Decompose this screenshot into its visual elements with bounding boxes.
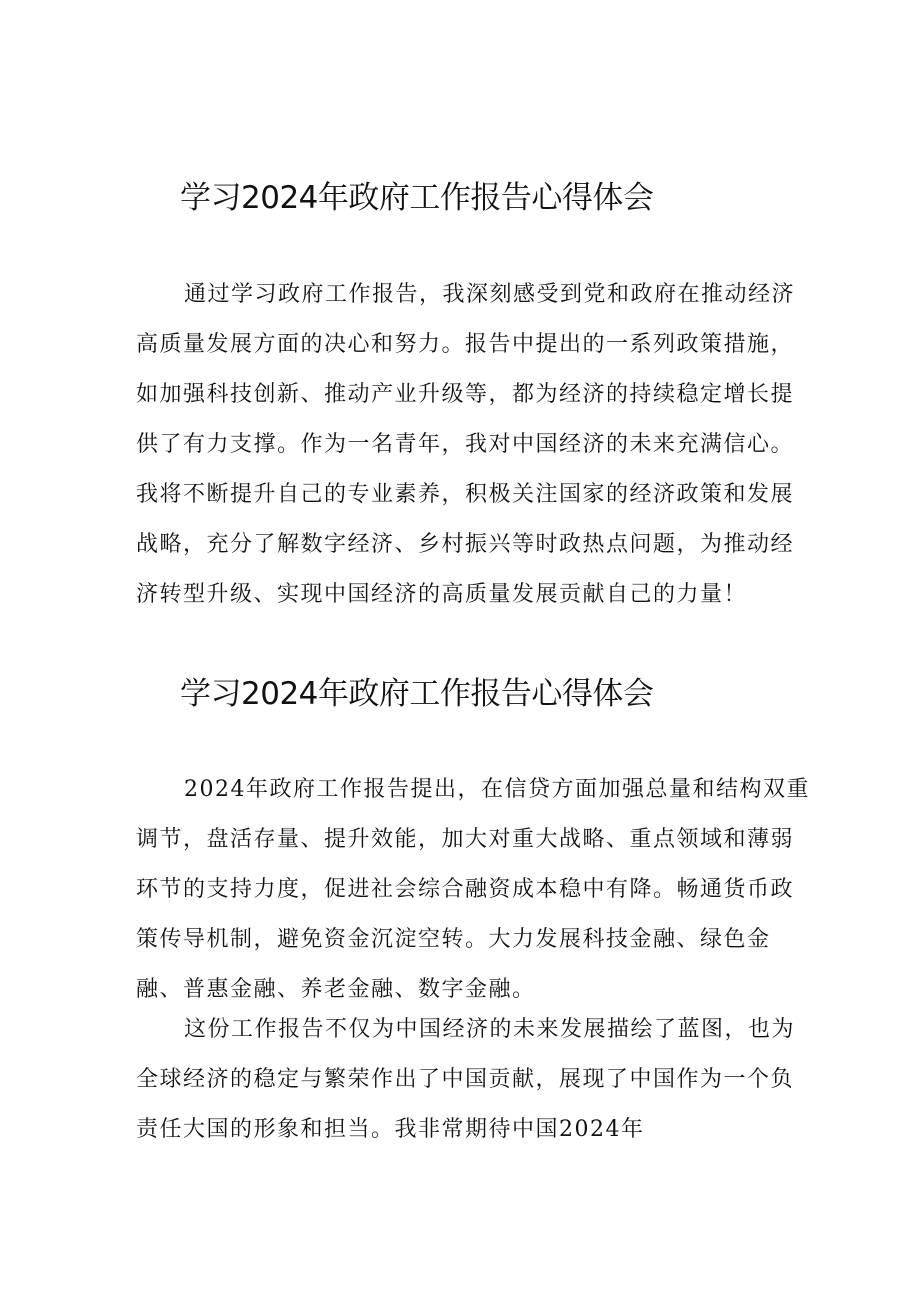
section-title: 学习2024年政府工作报告心得体会 — [180, 180, 654, 216]
section-title: 学习2024年政府工作报告心得体会 — [180, 676, 654, 712]
body-paragraph: 2024年政府工作报告提出，在信贷方面加强总量和结构双重调节，盘活存量、提升效能，加大对重大战略、重点领域和薄弱环节的支持力度，促进社会综合融资成本稳中有降。畅通货币政策传导机制，避免资金沉淀空转。大力发展科技金融、绿色金融、普惠金融、养老金融、数字金融。 — [136, 777, 810, 1002]
body-paragraph: 通过学习政府工作报告，我深刻感受到党和政府在推动经济高质量发展方面的决心和努力。报告中提出的一系列政策措施，如加强科技创新、推动产业升级等，都为经济的持续稳定增长提供了有力支撑。作为一名青年，我对中国经济的未来充满信心。我将不断提升自己的专业素养，积极关注国家的经济政策和发展战略，充分了解数字经济、乡村振兴等时政热点问题，为推动经济转型升级、实现中国经济的高质量发展贡献自己的力量！ — [136, 282, 796, 607]
body-paragraph: 这份工作报告不仅为中国经济的未来发展描绘了蓝图，也为全球经济的稳定与繁荣作出了中国贡献，展现了中国作为一个负责任大国的形象和担当。我非常期待中国2024年 — [136, 1017, 796, 1142]
